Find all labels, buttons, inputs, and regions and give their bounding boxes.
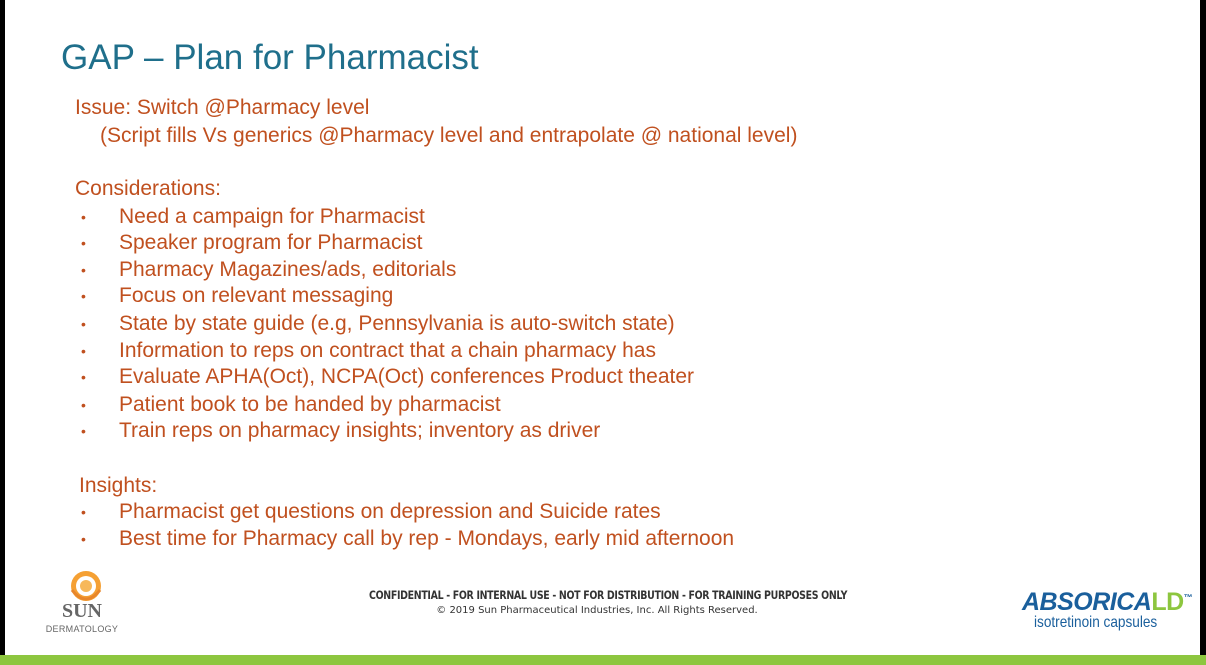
list-item: Train reps on pharmacy insights; inventory as driver [119,419,601,442]
issue-heading: Issue: Switch @Pharmacy level [75,96,370,119]
list-item: Patient book to be handed by pharmacist [119,393,501,416]
absorica-logo-main: ABSORICA [1022,588,1152,616]
absorica-tagline: isotretinoin capsules [1034,614,1158,631]
bullet-icon: • [81,316,86,332]
slide [5,0,1200,655]
copyright-notice: © 2019 Sun Pharmaceutical Industries, Inc. All Rights Reserved. [436,605,758,616]
bullet-icon: • [81,343,86,359]
bullet-icon: • [81,235,86,251]
sun-logo-text: SUN [61,600,102,622]
list-item: State by state guide (e.g, Pennsylvania is auto-switch state) [119,312,675,335]
bullet-icon: • [81,397,86,413]
list-item: Evaluate APHA(Oct), NCPA(Oct) conferences Product theater [119,365,695,388]
list-item: Best time for Pharmacy call by rep - Mondays, early mid afternoon [119,527,735,550]
considerations-heading: Considerations: [75,177,221,200]
absorica-logo [1022,588,1192,617]
list-item: Need a campaign for Pharmacist [119,205,425,228]
insights-heading: Insights: [79,474,158,497]
bullet-icon: • [81,369,86,385]
bullet-icon: • [81,531,86,547]
issue-detail: (Script fills Vs generics @Pharmacy level and entrapolate @ national level) [100,124,798,147]
bullet-icon: • [81,288,86,304]
list-item: Focus on relevant messaging [119,284,394,307]
list-item: Pharmacy Magazines/ads, editorials [119,258,457,281]
slide-title: GAP – Plan for Pharmacist [61,38,479,77]
bullet-icon: • [81,504,86,520]
list-item: Information to reps on contract that a chain pharmacy has [119,339,656,362]
absorica-logo-ld: LD [1151,588,1184,616]
bullet-icon: • [81,209,86,225]
list-item: Speaker program for Pharmacist [119,231,423,254]
confidential-notice: CONFIDENTIAL - FOR INTERNAL USE - NOT FOR DISTRIBUTION - FOR TRAINING PURPOSES ONLY [369,588,848,602]
bullet-icon: • [81,262,86,278]
bullet-icon: • [81,423,86,439]
sun-logo-subtext: DERMATOLOGY [45,624,119,634]
list-item: Pharmacist get questions on depression and Suicide rates [119,500,661,523]
accent-bar [0,655,1206,665]
trademark-mark: ™ [1183,592,1193,603]
